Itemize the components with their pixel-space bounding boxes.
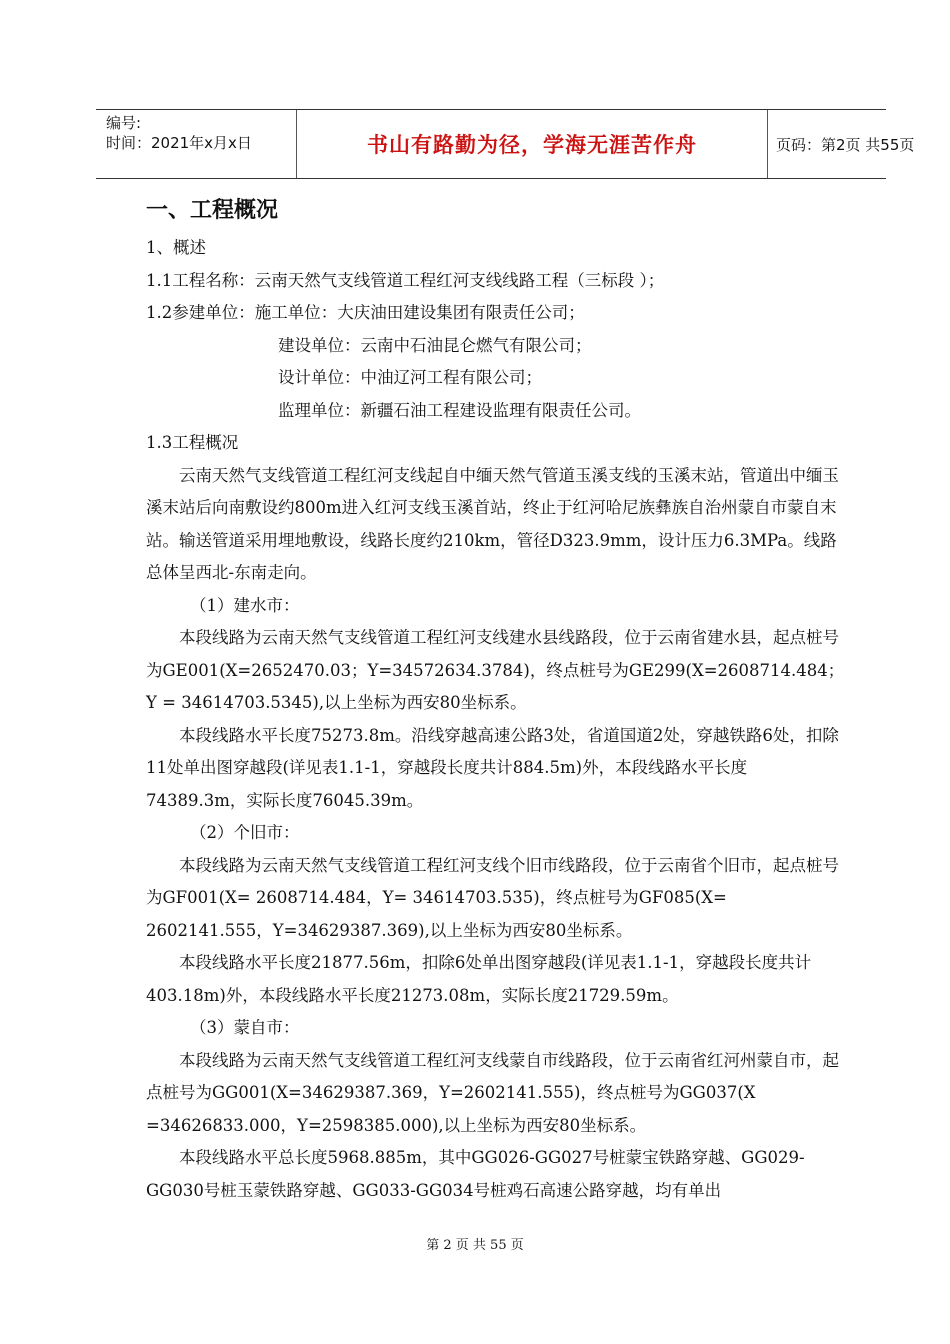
paragraph-gejiu-location: 本段线路为云南天然气支线管道工程红河支线个旧市线路段，位于云南省个旧市，起点桩号为GF001(X= 2608714.484，Y= 34614703.535)，终点桩号为GF085(X= 2602141.555，Y=34629387.369),以上坐标为西安80坐标系。 xyxy=(146,855,839,940)
subsection-overview: 1、概述 xyxy=(146,238,206,257)
paragraph-jianshui-location: 本段线路为云南天然气支线管道工程红河支线建水县线路段，位于云南省建水县，起点桩号为GE001(X=2652470.03；Y=34572634.3784)，终点桩号为GE299(X=2608714.484；Y = 34614703.5345),以上坐标为西安80坐标系。 xyxy=(146,628,845,712)
header-meta-cell xyxy=(96,110,296,178)
header-motto-cell xyxy=(296,110,768,178)
paragraph-mengzi-length: 本段线路水平总长度5968.885m，其中GG026-GG027号桩蒙宝铁路穿越、GG029-GG030号桩玉蒙铁路穿越、GG033-GG034号桩鸡石高速公路穿越，均有单出 xyxy=(146,1148,805,1200)
item-mengzi-heading: （3）蒙自市： xyxy=(190,1018,300,1037)
paragraph-jianshui-length: 本段线路水平长度75273.8m。沿线穿越高速公路3处，省道国道2处，穿越铁路6处，扣除11处单出图穿越段(详见表1.1-1，穿越段长度共计884.5m)外，本段线路水平长度74389.3m，实际长度76045.39m。 xyxy=(146,725,839,810)
page-footer: 第 2 页 共 55 页 xyxy=(426,1238,524,1253)
header-motto: 书山有路勤为径，学海无涯苦作舟 xyxy=(367,133,697,157)
subsection-project-overview: 1.3工程概况 xyxy=(146,433,239,452)
project-name: 1.1工程名称：云南天然气支线管道工程红河支线线路工程（三标段 ）； xyxy=(146,270,665,290)
page-header xyxy=(96,109,915,179)
header-page-cell xyxy=(768,110,915,178)
document-body xyxy=(146,196,846,1207)
item-gejiu-heading: （2）个旧市： xyxy=(190,823,300,842)
document-time-label: 时间：2021年x月x日 xyxy=(106,134,252,152)
document-number-label: 编号: xyxy=(106,114,142,132)
paragraph-gejiu-length: 本段线路水平长度21877.56m，扣除6处单出图穿越段(详见表1.1-1，穿越段长度共计403.18m)外，本段线路水平长度21273.08m，实际长度21729.59m。 xyxy=(146,953,812,1005)
paragraph-general: 云南天然气支线管道工程红河支线起自中缅天然气管道玉溪支线的玉溪末站，管道出中缅玉溪末站后向南敷设约800m进入红河支线玉溪首站，终止于红河哈尼族彝族自治州蒙自市蒙自末站。输送管道采用埋地敷设，线路长度约210km，管径D323.9mm，设计压力6.3MPa。线路总体呈西北-东南走向。 xyxy=(146,465,839,582)
header-page-number: 页码：第2页 共55页 xyxy=(776,135,915,154)
participant-construction: 1.2参建单位：施工单位：大庆油田建设集团有限责任公司； xyxy=(146,303,585,322)
paragraph-mengzi-location: 本段线路为云南天然气支线管道工程红河支线蒙自市线路段，位于云南省红河州蒙自市，起点桩号为GG001(X=34629387.369，Y=2602141.555)，终点桩号为GG037(X =34626833.000，Y=2598385.000),以上坐标为西安80坐标系。 xyxy=(146,1050,839,1135)
section-title: 一、工程概况 xyxy=(146,198,279,223)
participant-supervision: 监理单位：新疆石油工程建设监理有限责任公司。 xyxy=(278,400,641,420)
participant-owner: 建设单位：云南中石油昆仑燃气有限公司； xyxy=(278,335,592,355)
item-jianshui-heading: （1）建水市： xyxy=(190,595,300,615)
participant-design: 设计单位：中油辽河工程有限公司； xyxy=(278,368,542,387)
